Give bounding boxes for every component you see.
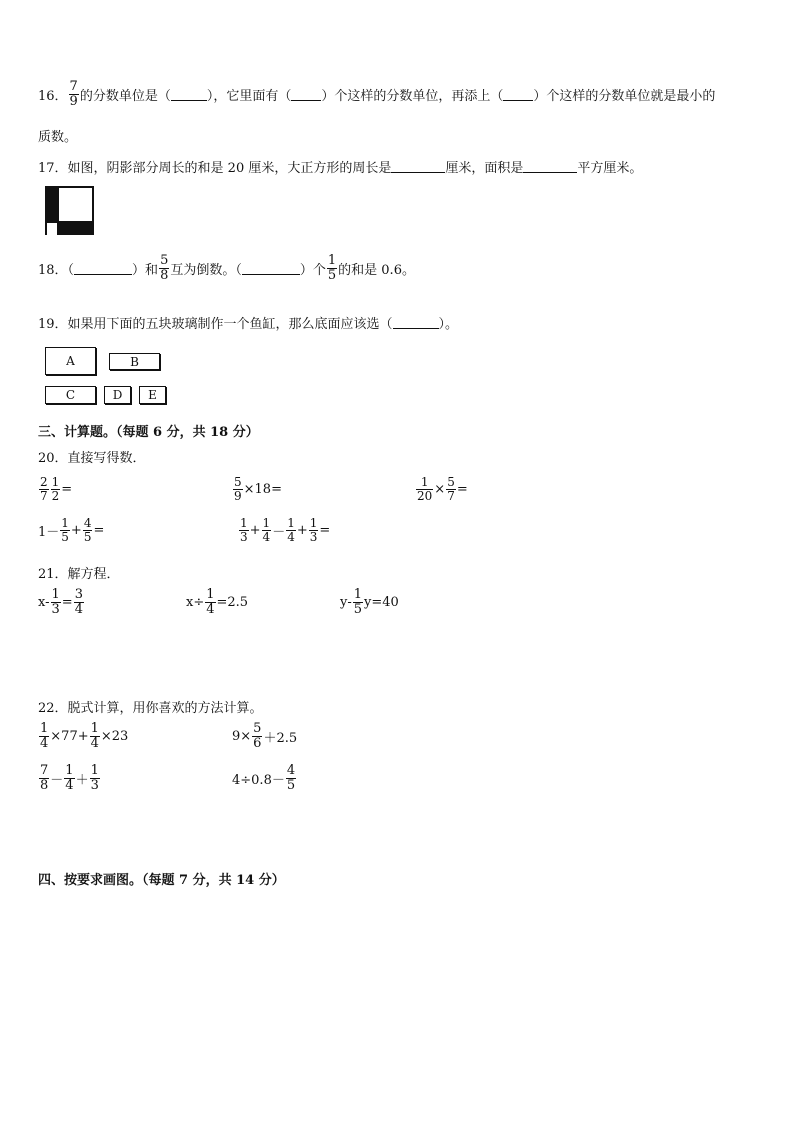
q20-e3-frac1-den: 20 <box>417 488 433 503</box>
q20-e5-frac2-num: 1 <box>262 516 271 530</box>
q20-e4-frac2 <box>83 517 93 543</box>
q20-e3-frac2-num: 5 <box>447 475 455 489</box>
q20-e3-op: × <box>434 481 446 497</box>
q20-e5-frac2 <box>262 517 272 543</box>
q22-e3-frac3-num: 1 <box>90 763 99 778</box>
q20-expr-5 <box>238 517 330 543</box>
q22-e1-frac1 <box>39 722 49 750</box>
q21-e2-rest: =2.5 <box>216 594 249 610</box>
q19-text-a: 19．如果用下面的五块玻璃制作一个鱼缸，那么底面应该选（ <box>38 317 393 332</box>
q21-e1-frac2-den: 4 <box>74 601 83 617</box>
q21-eq-2 <box>186 588 248 616</box>
q17-blank-area[interactable] <box>523 160 577 173</box>
q20-e3-frac1 <box>416 476 433 502</box>
q16-number: 16． <box>38 88 68 104</box>
q20-e2-frac1 <box>233 476 243 502</box>
q16-line2: 质数。 <box>38 130 78 145</box>
q16-fraction-numerator: 7 <box>69 79 78 94</box>
q21-e1-equals: = <box>61 594 73 610</box>
q20-e1-frac1 <box>39 476 49 502</box>
q21-e3-rest: y=40 <box>364 594 399 610</box>
q20-e4-frac2-den: 5 <box>83 529 92 544</box>
q17-shaded-bottom <box>59 221 94 235</box>
q22-e1-rest: ×23 <box>100 728 129 744</box>
q21-e2-frac1-num: 1 <box>206 587 215 602</box>
q22-e3-frac1 <box>39 764 49 792</box>
q20-title: 20．直接写得数． <box>38 451 146 466</box>
q22-e1-mid: ×77+ <box>50 728 89 744</box>
q16-text-a: 的分数单位是（ <box>79 88 171 104</box>
q22-e3-frac3 <box>90 764 100 792</box>
q22-e3-frac1-den: 8 <box>40 777 49 793</box>
q18-text-d: ）个 <box>299 262 326 278</box>
q17-small-square <box>47 221 59 235</box>
q20-e5-op3: + <box>296 522 308 538</box>
q22-title: 22．脱式计算，用你喜欢的方法计算。 <box>38 701 263 716</box>
q20-e4-frac2-num: 4 <box>83 516 92 530</box>
q18-blank-1[interactable] <box>74 262 132 275</box>
q20-e4-frac1-num: 1 <box>61 516 69 530</box>
q20-e5-frac3-den: 4 <box>287 529 295 544</box>
q22-e2-frac1 <box>252 722 262 750</box>
q18-fraction-1 <box>159 254 169 282</box>
q21-e2-lead: x÷ <box>186 594 205 610</box>
q20-expr-2 <box>232 476 282 502</box>
q21-e2-frac1 <box>205 588 215 616</box>
q20-e3-frac2 <box>446 476 456 502</box>
q22-e3-op2: ＋ <box>75 772 89 788</box>
q22-e3-frac1-num: 7 <box>40 763 49 778</box>
q20-e5-frac1 <box>239 517 249 543</box>
q18-fraction-1-den: 8 <box>160 267 169 283</box>
q20-e1-frac1-num: 2 <box>40 475 48 489</box>
q20-e5-frac4-num: 1 <box>309 516 318 530</box>
q22-e4-lead: 4÷0.8－ <box>232 772 285 788</box>
q18-blank-2[interactable] <box>242 262 300 275</box>
q20-expr-4 <box>38 517 104 543</box>
q20-e5-op1: + <box>249 522 261 538</box>
q22-e2-lead: 9× <box>232 728 252 744</box>
q16-fraction-denominator: 9 <box>69 93 78 109</box>
q21-e1-frac1-num: 1 <box>51 587 60 602</box>
q20-e4-frac1-den: 5 <box>61 529 69 544</box>
q18-fraction-2-num: 1 <box>327 253 337 268</box>
q16-blank-1[interactable] <box>171 88 207 101</box>
glass-piece-e[interactable]: E <box>139 386 166 404</box>
q22-e1-frac1-num: 1 <box>40 721 49 736</box>
q19-line <box>38 313 458 332</box>
q20-expr-1 <box>38 476 72 502</box>
q21-e3-frac1-num: 1 <box>353 587 363 602</box>
q17-shaded-left <box>47 188 59 221</box>
q16-fraction <box>69 80 79 108</box>
q16-text-d: ）个这样的分数单位就是最小的 <box>533 88 716 104</box>
q17-line <box>38 157 642 176</box>
q22-e3-frac2-num: 1 <box>65 763 74 778</box>
q21-e2-frac1-den: 4 <box>206 601 215 617</box>
q19-text-b: ）。 <box>438 317 459 332</box>
q22-e1-frac2 <box>90 722 100 750</box>
q22-e4-frac1-num: 4 <box>286 763 296 778</box>
q20-e2-rest: ×18= <box>243 481 282 497</box>
q18-text-c: 互为倒数。（ <box>170 262 242 278</box>
q17-square-figure <box>45 186 94 235</box>
q20-e5-frac3-num: 1 <box>287 516 295 530</box>
q21-title: 21．解方程． <box>38 567 120 582</box>
q22-expr-3 <box>38 764 101 792</box>
q16-text-b: ），它里面有（ <box>206 88 292 104</box>
q17-text-c: 平方厘米。 <box>577 161 643 176</box>
q18-fraction-2 <box>327 254 337 282</box>
q20-e5-frac4-den: 3 <box>309 529 318 544</box>
q22-e4-frac1 <box>286 764 296 792</box>
q20-e1-frac1-den: 7 <box>40 488 48 503</box>
q21-e1-frac1-den: 3 <box>51 601 60 617</box>
q20-e2-frac1-num: 5 <box>234 475 242 489</box>
q22-e3-frac2 <box>64 764 74 792</box>
q22-e3-frac3-den: 3 <box>90 777 99 793</box>
q16-blank-3[interactable] <box>503 88 533 101</box>
q21-e1-frac2-num: 3 <box>74 587 83 602</box>
q18-text-a: 18．（ <box>38 262 75 278</box>
q20-e4-frac1 <box>60 517 70 543</box>
q20-e2-frac1-den: 9 <box>234 488 242 503</box>
q18-line <box>38 254 415 282</box>
q18-text-e: 的和是 0.6。 <box>338 262 415 278</box>
q21-e3-lead: y- <box>340 594 352 610</box>
section-3-heading: 三、计算题。（每题 6 分，共 18 分） <box>38 425 259 440</box>
q17-text-b: 厘米，面积是 <box>445 161 524 176</box>
q20-e1-frac2 <box>51 476 61 502</box>
q20-e1-frac2-num: 1 <box>51 475 60 489</box>
q21-eq-1 <box>38 588 85 616</box>
glass-piece-a[interactable]: A <box>45 347 96 375</box>
q18-fraction-1-num: 5 <box>160 253 169 268</box>
q20-e4-lead: 1－ <box>38 524 60 540</box>
q22-expr-1 <box>38 722 128 750</box>
q22-e2-rest: ＋2.5 <box>263 730 298 746</box>
q22-e1-frac2-den: 4 <box>90 735 99 751</box>
q20-e5-frac3 <box>286 517 296 543</box>
q20-e1-frac2-den: 2 <box>51 488 60 503</box>
q22-e1-frac2-num: 1 <box>90 721 99 736</box>
q20-e1-equals: = <box>61 481 73 497</box>
q21-e1-frac2 <box>74 588 84 616</box>
q20-e5-frac1-num: 1 <box>240 516 248 530</box>
q21-e1-lead: x- <box>38 594 50 610</box>
q18-text-b: ）和 <box>132 262 159 278</box>
q22-e1-frac1-den: 4 <box>40 735 49 751</box>
q20-e3-frac2-den: 7 <box>447 488 455 503</box>
q19-blank[interactable] <box>393 316 439 329</box>
q16-text-c: ）个这样的分数单位，再添上（ <box>321 88 504 104</box>
q16-line1 <box>38 80 715 108</box>
q21-e3-frac1-den: 5 <box>353 601 363 617</box>
q20-e3-equals: = <box>456 481 468 497</box>
q22-e3-op1: － <box>50 772 64 788</box>
q20-e5-frac2-den: 4 <box>262 529 271 544</box>
q21-e1-frac1 <box>51 588 61 616</box>
q20-expr-3 <box>415 476 468 502</box>
q20-e5-op2: － <box>272 524 286 540</box>
q21-e3-frac1 <box>353 588 363 616</box>
q16-blank-2[interactable] <box>291 88 321 101</box>
section-4-heading: 四、按要求画图。（每题 7 分，共 14 分） <box>38 873 285 888</box>
q20-e4-equals: = <box>93 522 105 538</box>
q20-e5-equals: = <box>319 522 331 538</box>
q18-fraction-2-den: 5 <box>327 267 337 283</box>
q17-blank-perimeter[interactable] <box>391 160 445 173</box>
q22-e3-frac2-den: 4 <box>65 777 74 793</box>
q20-e5-frac1-den: 3 <box>240 529 248 544</box>
glass-piece-d[interactable]: D <box>104 386 131 404</box>
q22-e2-frac1-num: 5 <box>253 721 262 736</box>
q20-e4-op: + <box>70 522 82 538</box>
q22-expr-4 <box>232 764 297 792</box>
glass-piece-c[interactable]: C <box>45 386 96 404</box>
q17-text-a: 17．如图，阴影部分周长的和是 20 厘米，大正方形的周长是 <box>38 161 392 176</box>
q21-eq-3 <box>340 588 399 616</box>
q20-e5-frac4 <box>309 517 319 543</box>
q22-e2-frac1-den: 6 <box>253 735 262 751</box>
glass-piece-b[interactable]: B <box>109 353 160 370</box>
q22-e4-frac1-den: 5 <box>286 777 296 793</box>
q20-e3-frac1-num: 1 <box>420 475 429 489</box>
q22-expr-2 <box>232 722 297 750</box>
